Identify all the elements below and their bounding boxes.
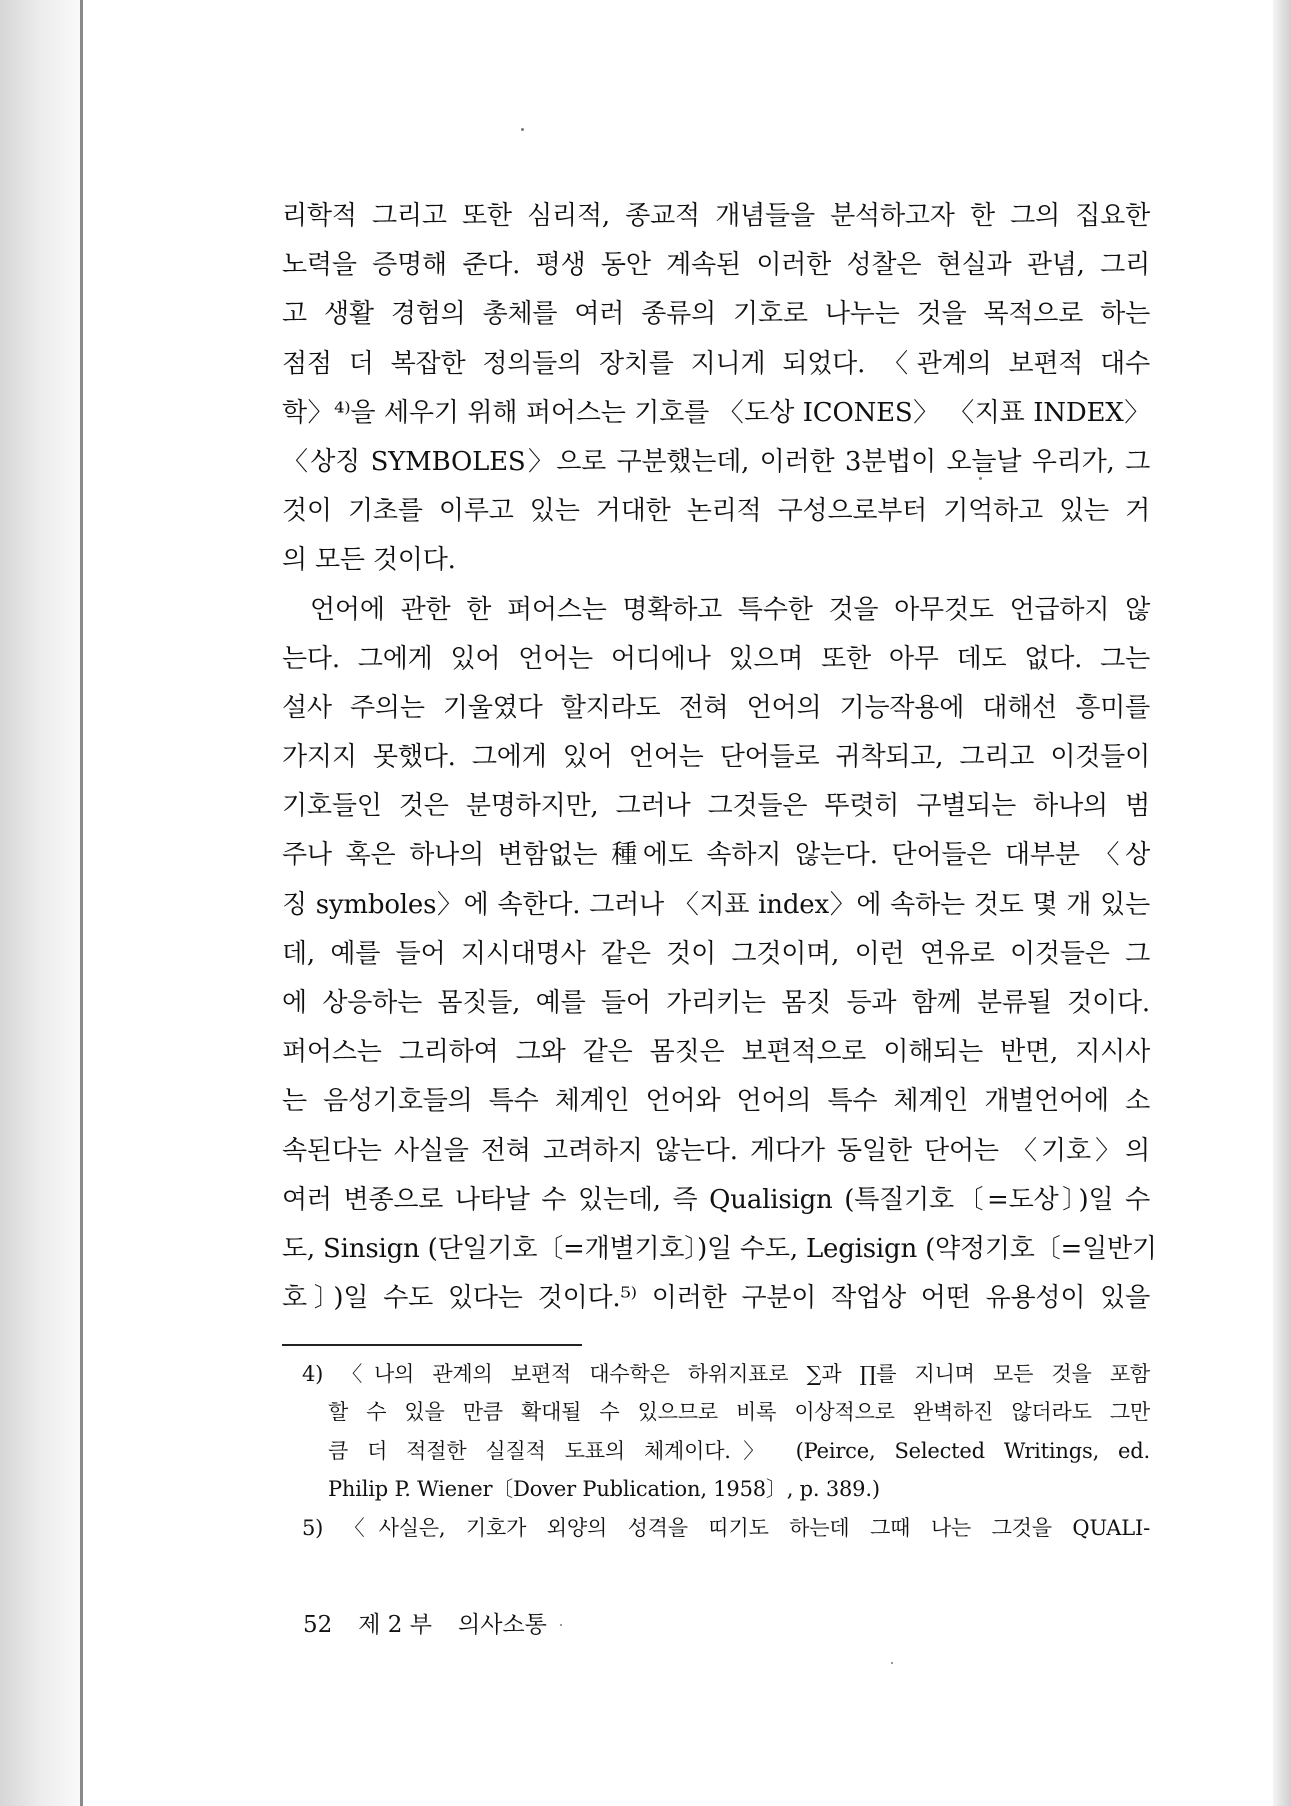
- body-line: 가지지 못했다. 그에게 있어 언어는 단어들로 귀착되고, 그리고 이것들이: [282, 742, 1150, 773]
- footnote-line: 큼 더 적절한 실질적 도표의 체계이다.〉 (Peirce, Selected Writings, ed.: [328, 1438, 1150, 1463]
- footnote-separator: [282, 1344, 582, 1346]
- page-number: 52: [303, 1612, 333, 1638]
- body-line: 는 음성기호들의 특수 체계인 언어와 언어의 특수 체계인 개별언어에 소: [282, 1086, 1150, 1117]
- body-line: 학〉⁴⁾을 세우기 위해 퍼어스는 기호를 〈도상 ICONES〉 〈지표 INDEX〉: [282, 397, 1150, 428]
- body-line: 의 모든 것이다.: [282, 545, 456, 576]
- body-line: 데, 예를 들어 지시대명사 같은 것이 그것이며, 이런 연유로 이것들은 그: [282, 938, 1150, 969]
- scan-speck: [521, 128, 524, 131]
- body-line: 도, Sinsign (단일기호〔=개별기호〕)일 수도, Legisign (약정기호〔=일반기: [282, 1233, 1157, 1264]
- scan-speck: [891, 1662, 893, 1664]
- body-line: 징 symboles〉에 속한다. 그러나 〈지표 index〉에 속하는 것도 몇 개 있는: [282, 889, 1150, 920]
- part-label: 제 2 부: [358, 1612, 432, 1638]
- body-line: 여러 변종으로 나타날 수 있는데, 즉 Qualisign (특질기호〔=도상〕)일 수: [282, 1184, 1150, 1215]
- body-line: 설사 주의는 기울였다 할지라도 전혀 언어의 기능작용에 대해선 흥미를: [282, 692, 1150, 723]
- footnote-line: 5) 〈사실은, 기호가 외양의 성격을 띠기도 하는데 그때 나는 그것을 QUALI-: [302, 1515, 1150, 1540]
- body-line: 〈상징 SYMBOLES〉으로 구분했는데, 이러한 3분법이 오늘날 우리가, 그: [282, 446, 1150, 477]
- footnote-line: 4) 〈나의 관계의 보편적 대수학은 하위지표로 ∑과 ∏를 지니며 모든 것을 포함: [302, 1362, 1150, 1386]
- body-line: 것이 기초를 이루고 있는 거대한 논리적 구성으로부터 기억하고 있는 거: [282, 496, 1150, 527]
- part-title: 의사소통: [457, 1612, 547, 1638]
- body-line: 주나 혹은 하나의 변함없는 種에도 속하지 않는다. 단어들은 대부분 〈상: [282, 840, 1150, 871]
- body-line: 에 상응하는 몸짓들, 예를 들어 가리키는 몸짓 등과 함께 분류될 것이다.: [282, 988, 1150, 1018]
- page-binding-shadow: [0, 0, 82, 1806]
- footnote-line: 할 수 있을 만큼 확대될 수 있으므로 비록 이상적으로 완벽하진 않더라도 그만: [328, 1400, 1150, 1425]
- page-right-edge: [1273, 0, 1291, 1806]
- body-line: 퍼어스는 그리하여 그와 같은 몸짓은 보편적으로 이해되는 반면, 지시사: [282, 1037, 1150, 1068]
- footnote-line: Philip P. Wiener〔Dover Publication, 1958〕, p. 389.): [328, 1477, 880, 1502]
- body-line: 속된다는 사실을 전혀 고려하지 않는다. 게다가 동일한 단어는 〈기호〉의: [282, 1135, 1150, 1166]
- body-line: 점점 더 복잡한 정의들의 장치를 지니게 되었다. 〈관계의 보편적 대수: [282, 348, 1150, 379]
- body-line: 호〕)일 수도 있다는 것이다.⁵⁾ 이러한 구분이 작업상 어떤 유용성이 있을: [282, 1283, 1150, 1314]
- footnotes: [282, 1355, 1150, 1547]
- body-line: 고 생활 경험의 총체를 여러 종류의 기호로 나누는 것을 목적으로 하는: [282, 299, 1150, 330]
- body-line: 노력을 증명해 준다. 평생 동안 계속된 이러한 성찰은 현실과 관념, 그리: [282, 250, 1150, 281]
- body-line: 언어에 관한 한 퍼어스는 명확하고 특수한 것을 아무것도 언급하지 않: [310, 594, 1150, 625]
- body-line: 기호들인 것은 분명하지만, 그러나 그것들은 뚜렷히 구별되는 하나의 범: [282, 791, 1150, 822]
- running-footer: [303, 1606, 573, 1639]
- body-text: [282, 192, 1157, 1323]
- body-line: 리학적 그리고 또한 심리적, 종교적 개념들을 분석하고자 한 그의 집요한: [282, 201, 1150, 231]
- body-line: 는다. 그에게 있어 언어는 어디에나 있으며 또한 아무 데도 없다. 그는: [282, 643, 1150, 674]
